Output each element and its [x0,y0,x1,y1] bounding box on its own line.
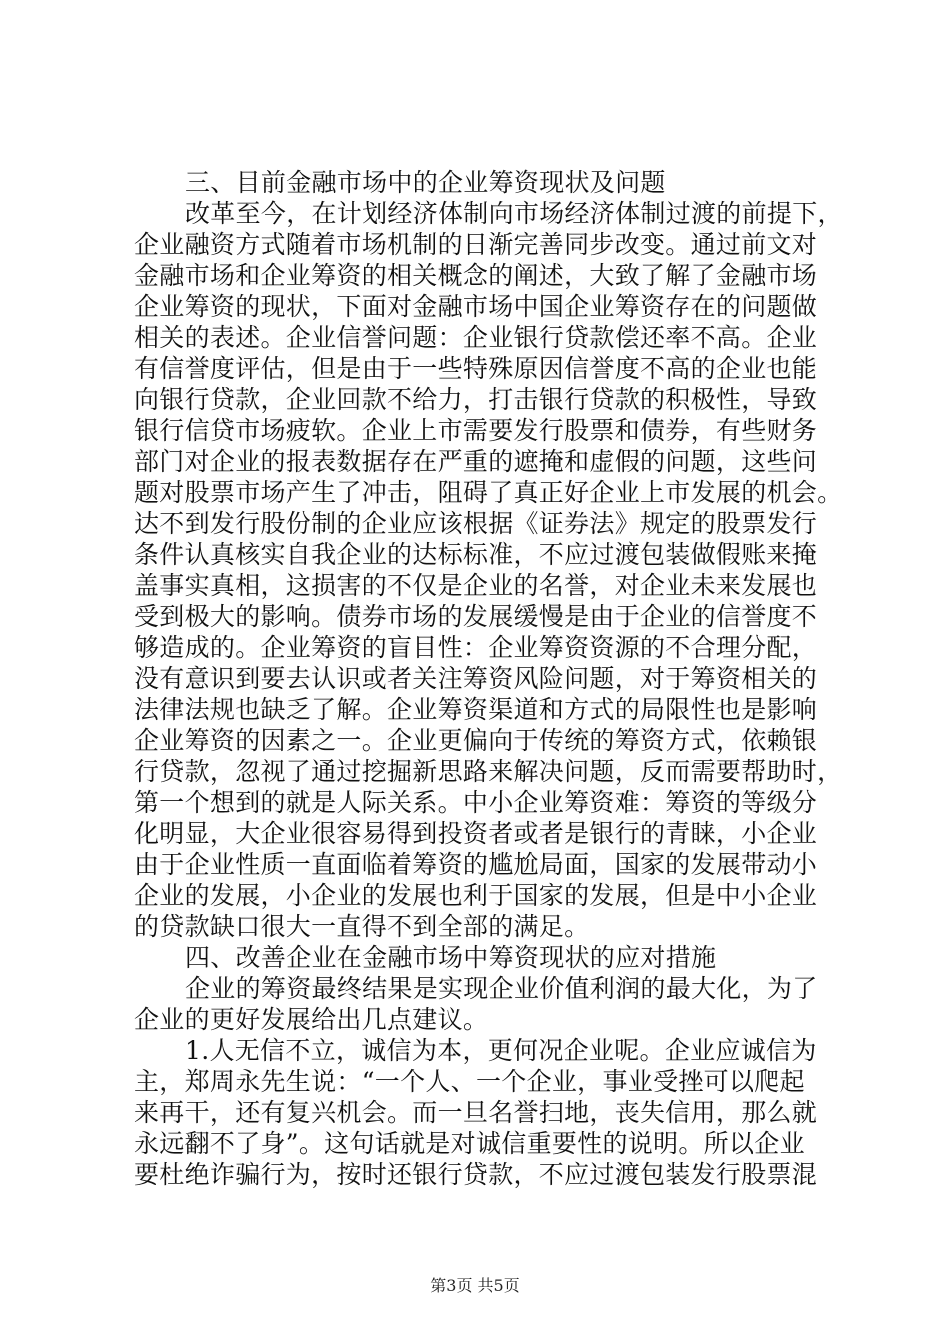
paragraph-line: 没有意识到要去认识或者关注筹资风险问题，对于筹资相关的 [134,664,818,693]
paragraph-line: 部门对企业的报表数据存在严重的遮掩和虚假的问题，这些问 [134,447,818,476]
paragraph-line: 1.人无信不立，诚信为本，更何况企业呢。企业应诚信为 [185,1036,817,1065]
paragraph-line: 有信誉度评估，但是由于一些特殊原因信誉度不高的企业也能 [134,354,818,383]
paragraph-line: 企业的筹资最终结果是实现企业价值利润的最大化，为了 [185,974,818,1003]
paragraph-line: 相关的表述。企业信誉问题：企业银行贷款偿还率不高。企业 [134,323,818,352]
paragraph-line: 盖事实真相，这损害的不仅是企业的名誉，对企业未来发展也 [134,571,818,600]
page-number-footer: 第3页 共5页 [430,1276,520,1295]
paragraph-line: 的贷款缺口很大一直得不到全部的满足。 [134,912,590,941]
section-heading-3: 三、目前金融市场中的企业筹资现状及问题 [185,168,666,197]
paragraph-line: 化明显，大企业很容易得到投资者或者是银行的青睐，小企业 [134,819,818,848]
paragraph-line: 企业融资方式随着市场机制的日渐完善同步改变。通过前文对 [134,230,818,259]
paragraph-line: 改革至今，在计划经济体制向市场经济体制过渡的前提下， [185,199,843,228]
paragraph-line: 够造成的。企业筹资的盲目性：企业筹资资源的不合理分配， [134,633,818,662]
paragraph-line: 来再干，还有复兴机会。而一旦名誉扫地，丧失信用，那么就 [134,1098,818,1127]
paragraph-line: 企业筹资的因素之一。企业更偏向于传统的筹资方式，依赖银 [134,726,818,755]
paragraph-line: 银行信贷市场疲软。企业上市需要发行股票和债券，有些财务 [134,416,818,445]
paragraph-line: 企业的发展，小企业的发展也利于国家的发展，但是中小企业 [134,881,818,910]
paragraph-line: 达不到发行股份制的企业应该根据《证券法》规定的股票发行 [134,509,818,538]
paragraph-line: 受到极大的影响。债券市场的发展缓慢是由于企业的信誉度不 [134,602,818,631]
paragraph-line: 金融市场和企业筹资的相关概念的阐述，大致了解了金融市场 [134,261,818,290]
paragraph-line: 条件认真核实自我企业的达标标准，不应过渡包装做假账来掩 [134,540,818,569]
paragraph-line: 要杜绝诈骗行为，按时还银行贷款，不应过渡包装发行股票混 [134,1160,818,1189]
paragraph-line: 企业筹资的现状，下面对金融市场中国企业筹资存在的问题做 [134,292,818,321]
paragraph-line: 第一个想到的就是人际关系。中小企业筹资难：筹资的等级分 [134,788,818,817]
section-heading-4: 四、改善企业在金融市场中筹资现状的应对措施 [185,943,717,972]
paragraph-line: 向银行贷款，企业回款不给力，打击银行贷款的积极性，导致 [134,385,818,414]
paragraph-line: 法律法规也缺乏了解。企业筹资渠道和方式的局限性也是影响 [134,695,818,724]
paragraph-line: 题对股票市场产生了冲击，阻碍了真正好企业上市发展的机会。 [134,478,843,507]
paragraph-line: 永远翻不了身”。这句话就是对诚信重要性的说明。所以企业 [134,1129,805,1158]
paragraph-line: 由于企业性质一直面临着筹资的尴尬局面，国家的发展带动小 [134,850,818,879]
paragraph-line: 企业的更好发展给出几点建议。 [134,1005,489,1034]
paragraph-line: 主，郑周永先生说：“一个人、一个企业，事业受挫可以爬起 [134,1067,805,1096]
paragraph-line: 行贷款，忽视了通过挖掘新思路来解决问题，反而需要帮助时， [134,757,843,786]
